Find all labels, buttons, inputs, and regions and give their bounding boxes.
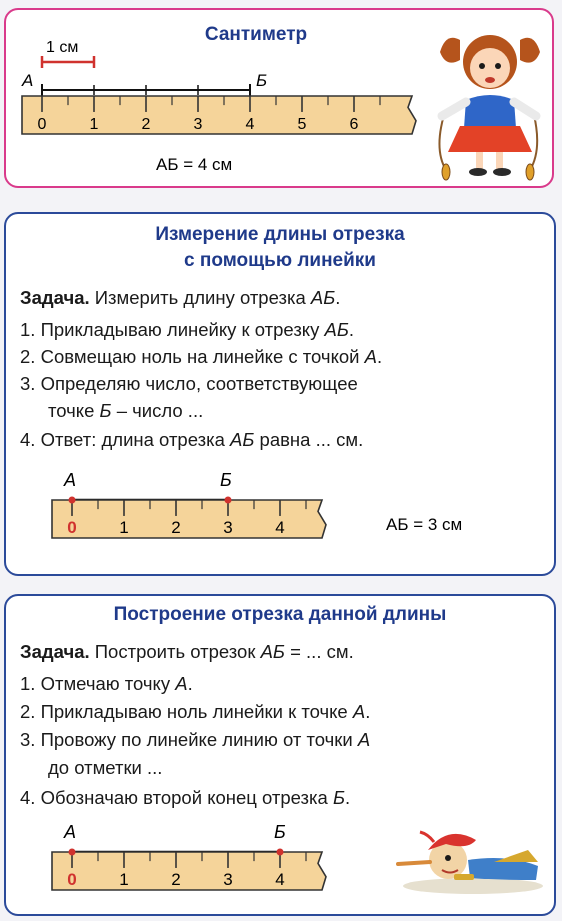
step-3-continued: точке Б – число ... (48, 400, 204, 421)
point-a-dot (69, 497, 76, 504)
step-3: 3. Провожу по линейке линию от точки А (20, 729, 371, 750)
pinocchio-lying-icon (398, 832, 543, 894)
point-a-label: А (22, 71, 34, 90)
ruler-number: 1 (89, 116, 99, 133)
construct-figure (6, 596, 554, 914)
ruler-number: 2 (171, 870, 181, 889)
equation-ab: АБ = 4 см (156, 155, 233, 174)
point-a-dot (69, 849, 76, 856)
point-b-label: Б (256, 71, 268, 90)
ruler-number: 4 (245, 116, 255, 133)
ruler-number: 3 (223, 870, 233, 889)
ruler (52, 497, 326, 539)
ruler-number: 4 (275, 870, 285, 889)
step-1: 1. Прикладываю линейку к отрезку АБ. (20, 319, 355, 340)
ruler-number: 3 (223, 518, 233, 537)
step-1: 1. Отмечаю точку А. (20, 673, 193, 694)
point-a-label: А (64, 470, 77, 490)
section-title-construct: Построение отрезка данной длины (113, 604, 447, 625)
task-line: Задача. Измерить длину отрезка АБ. (20, 287, 341, 308)
point-a-label: А (64, 822, 77, 842)
section-title-centimeter: Сантиметр (204, 24, 308, 45)
centimeter-figure (6, 10, 552, 186)
ruler-number: 5 (297, 116, 307, 133)
step-3: 3. Определяю число, соответствующее (20, 373, 358, 394)
step-4: 4. Обозначаю второй конец отрезка Б. (20, 787, 351, 808)
ruler-body (52, 500, 326, 538)
point-b-dot (225, 497, 232, 504)
measure-figure (6, 214, 554, 574)
step-2: 2. Прикладываю ноль линейки к точке А. (20, 701, 371, 722)
task-label: Задача. (20, 287, 90, 308)
ruler-number: 3 (193, 116, 203, 133)
measure-segment-card (4, 212, 556, 576)
task-label: Задача. (20, 641, 90, 662)
ruler-number: 0 (67, 518, 77, 537)
section-title-measure-line2: с помощью линейки (184, 250, 376, 271)
equation-ab: АБ = 3 см (386, 515, 463, 534)
ruler-number: 2 (141, 116, 151, 133)
section-title-measure-line1: Измерение длины отрезка (155, 224, 405, 245)
ruler (52, 849, 326, 891)
ruler-number: 1 (119, 518, 129, 537)
ruler-number: 1 (119, 870, 129, 889)
nose (398, 862, 430, 864)
step-3-continued: до отметки ... (48, 757, 163, 778)
ruler-number: 0 (37, 116, 47, 133)
task-line: Задача. Построить отрезок АБ = ... см. (20, 641, 354, 662)
ruler-number: 6 (349, 116, 359, 133)
step-2: 2. Совмещаю ноль на линейке с точкой А. (20, 346, 383, 367)
ruler-body (52, 852, 326, 890)
construct-segment-card (4, 594, 556, 916)
point-b-label: Б (220, 470, 232, 490)
unit-label: 1 см (46, 39, 79, 56)
ruler-number: 2 (171, 518, 181, 537)
ruler-number: 4 (275, 518, 285, 537)
ruler (22, 96, 416, 134)
girl-with-jump-rope-icon (439, 35, 540, 180)
point-b-dot (277, 849, 284, 856)
step-4: 4. Ответ: длина отрезка АБ равна ... см. (20, 429, 364, 450)
point-b-label: Б (274, 822, 286, 842)
centimeter-card (4, 8, 554, 188)
ruler-number: 0 (67, 870, 77, 889)
